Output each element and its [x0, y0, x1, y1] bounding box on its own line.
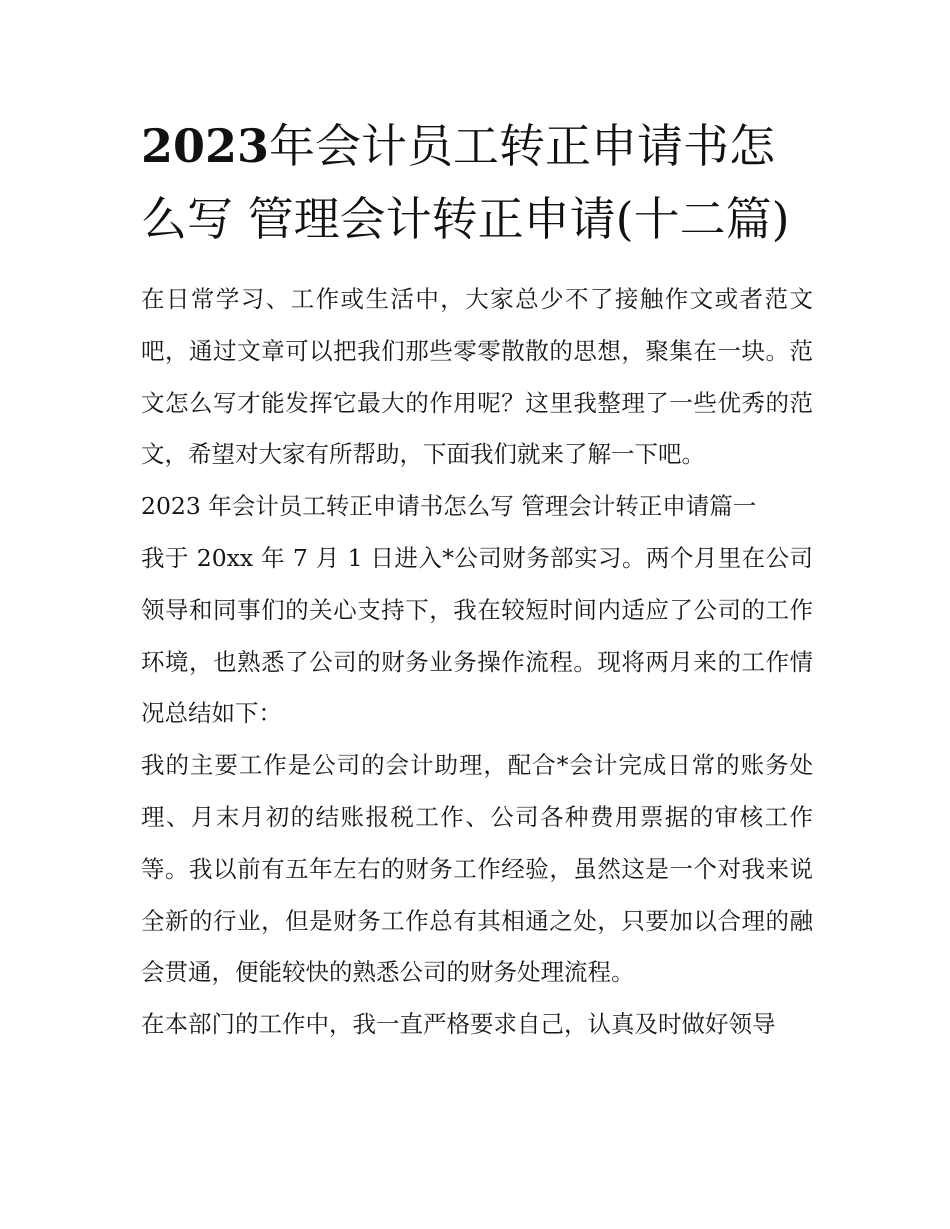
document-content	[141, 110, 813, 1051]
document-title	[141, 110, 813, 256]
body-paragraph: 我于 20xx 年 7 月 1 日进入*公司财务部实习。两个月里在公司领导和同事们的关心支持下，我在较短时间内适应了公司的工作环境，也熟悉了公司的财务业务操作流程。现将两月来的工作情况总结如下：	[141, 543, 813, 728]
body-paragraph: 我的主要工作是公司的会计助理，配合*会计完成日常的账务处理、月末月初的结账报税工作、公司各种费用票据的审核工作等。我以前有五年左右的财务工作经验，虽然这是一个对我来说全新的行业，但是财务工作总有其相通之处，只要加以合理的融会贯通，便能较快的熟悉公司的财务处理流程。	[141, 751, 813, 987]
intro-paragraph: 在日常学习、工作或生活中，大家总少不了接触作文或者范文吧，通过文章可以把我们那些零零散散的思想，聚集在一块。范文怎么写才能发挥它最大的作用呢？这里我整理了一些优秀的范文，希望对大家有所帮助，下面我们就来了解一下吧。	[141, 285, 813, 469]
title-year: 2023	[141, 119, 270, 173]
section-heading: 2023 年会计员工转正申请书怎么写 管理会计转正申请篇一	[141, 492, 757, 521]
title-text: 年会计员工转正申请书怎么写 管理会计转正申请(十二篇)	[141, 119, 790, 246]
body-paragraph: 在本部门的工作中，我一直严格要求自己，认真及时做好领导	[141, 1010, 776, 1039]
document-body	[141, 274, 813, 1051]
